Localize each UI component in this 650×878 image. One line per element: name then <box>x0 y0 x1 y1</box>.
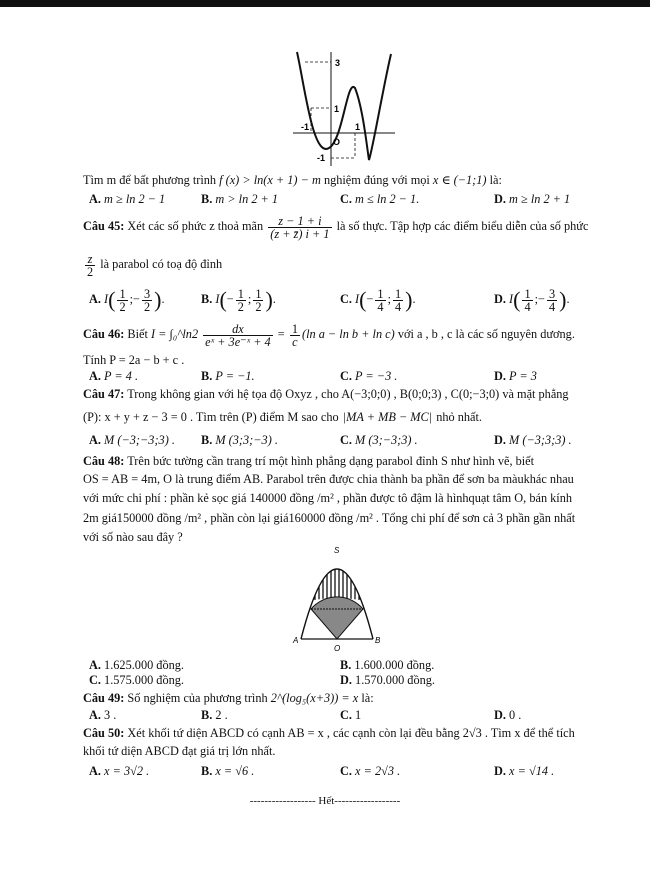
q44-stem: Tìm m để bất phương trình f (x) > ln(x + 1) − m nghiệm đúng với mọi x ∈ (−1;1) là: <box>83 173 502 187</box>
q48-line1: Câu 48: Trên bức tường cần trang trí một hình phẳng dạng parabol đỉnh S như hình vẽ, biết <box>83 454 535 468</box>
q49-option-a[interactable]: A. 3 . <box>89 708 117 722</box>
q46-option-b[interactable]: B. P = −1. <box>201 369 255 383</box>
q49-option-b[interactable]: B. 2 . <box>201 708 228 722</box>
q46-stem: Câu 46: Biết I = ∫₀^ln2 $\frac{dx}{\text{eˣ + 3e⁻ˣ + 4}}$ = $\frac{1}{c}$ (ln a − ln b + ln c) với a , b , c là các số nguyên dương. <box>83 321 575 349</box>
q45-option-a[interactable]: A. I( $\frac{1}{2}$ ;− $\frac{3}{2}$ ). <box>89 286 165 314</box>
q44-option-b[interactable]: B. m > ln 2 + 1 <box>201 192 279 206</box>
tick-label-minus1-y: -1 <box>317 153 326 163</box>
label-o: O <box>334 644 341 653</box>
q50-option-a[interactable]: A. x = 3√2 . <box>89 764 150 778</box>
q49-option-d[interactable]: D. 0 . <box>494 708 522 722</box>
q48-line2: OS = AB = 4m, O là trung điểm AB. Parabol trên được chia thành ba phần để sơn ba màukhác nhau <box>83 472 574 486</box>
q50-option-c[interactable]: C. x = 2√3 . <box>340 764 401 778</box>
q50-line2: khối tứ diện ABCD đạt giá trị lớn nhất. <box>83 744 276 758</box>
q44-option-d[interactable]: D. m ≥ ln 2 + 1 <box>494 192 571 206</box>
q48-line5: với số nào sau đây ? <box>83 530 183 544</box>
q45-option-d[interactable]: D. I( $\frac{1}{4}$ ;− $\frac{3}{4}$ ). <box>494 286 570 314</box>
q47-line2: (P): x + y + z − 3 = 0 . Tìm trên (P) điểm M sao cho |MA + MB − MC| nhỏ nhất. <box>83 410 482 424</box>
q47-option-c[interactable]: C. M (3;−3;3) . <box>340 433 418 447</box>
q46-option-a[interactable]: A. P = 4 . <box>89 369 139 383</box>
tick-label-1-x: 1 <box>355 122 361 132</box>
end-marker: ------------------ Hết------------------ <box>249 795 401 807</box>
q50-option-b[interactable]: B. x = √6 . <box>201 764 255 778</box>
q45-option-b[interactable]: B. I(− $\frac{1}{2}$ ; $\frac{1}{2}$ ). <box>201 286 276 314</box>
q45-stem: Câu 45: Xét các số phức z thoả mãn $\frac{z - 1 + i}{(z + z̄) i + 1}$ là số thực. Tập hợp các điểm biểu diễn của số phức <box>83 213 589 241</box>
q44-option-c[interactable]: C. m ≤ ln 2 − 1. <box>340 192 420 206</box>
label-a: A <box>293 636 299 645</box>
label-b: B <box>375 636 381 645</box>
origin-label: O <box>333 137 341 147</box>
q50-line1: Câu 50: Xét khối tứ diện ABCD có cạnh AB = x , các cạnh còn lại đều bằng 2√3 . Tìm x để thể tích <box>83 726 575 740</box>
tick-label-3: 3 <box>335 58 341 68</box>
tick-label-1: 1 <box>334 104 340 114</box>
q45-option-c[interactable]: C. I(− $\frac{1}{4}$ ; $\frac{1}{4}$ ). <box>340 286 416 314</box>
q46-option-c[interactable]: C. P = −3 . <box>340 369 398 383</box>
q50-option-d[interactable]: D. x = √14 . <box>494 764 555 778</box>
q48-option-d[interactable]: D. 1.570.000 đồng. <box>340 673 435 687</box>
function-curve <box>297 52 391 160</box>
q48-option-b[interactable]: B. 1.600.000 đồng. <box>340 658 435 672</box>
q46-option-d[interactable]: D. P = 3 <box>494 369 537 383</box>
q48-line3: với mức chi phí : phần kẻ sọc giá 140000 đồng /m² , phần được tô đậm là hìnhquạt tâm O, bán kính <box>83 491 573 505</box>
q47-option-b[interactable]: B. M (3;3;−3) . <box>201 433 278 447</box>
parabola-figure <box>287 545 385 657</box>
q47-option-a[interactable]: A. M (−3;−3;3) . <box>89 433 175 447</box>
function-graph <box>283 48 403 170</box>
q48-line4: 2m giá150000 đồng /m² , phần còn lại giá160000 đồng /m² . Tổng chi phí để sơn cả 3 phần gần nhất <box>83 511 576 525</box>
top-border <box>0 0 650 7</box>
label-s: S <box>334 546 340 555</box>
q47-line1: Câu 47: Trong không gian với hệ tọa độ Oxyz , cho A(−3;0;0) , B(0;0;3) , C(0;−3;0) và mặt phẳng <box>83 387 569 401</box>
q46-line2: Tính P = 2a − b + c . <box>83 353 185 367</box>
q49-stem: Câu 49: Số nghiệm của phương trình 2^(log₅(x+3)) = x là: <box>83 691 374 705</box>
q49-option-c[interactable]: C. 1 <box>340 708 362 722</box>
q45-line2: $\frac{z}{2}$ là parabol có toạ độ đỉnh <box>87 251 223 279</box>
q47-option-d[interactable]: D. M (−3;3;3) . <box>494 433 572 447</box>
tick-label-minus1-x: -1 <box>301 122 310 132</box>
q44-option-a[interactable]: A. m ≥ ln 2 − 1 <box>89 192 166 206</box>
q48-option-a[interactable]: A. 1.625.000 đồng. <box>89 658 184 672</box>
q48-option-c[interactable]: C. 1.575.000 đồng. <box>89 673 184 687</box>
